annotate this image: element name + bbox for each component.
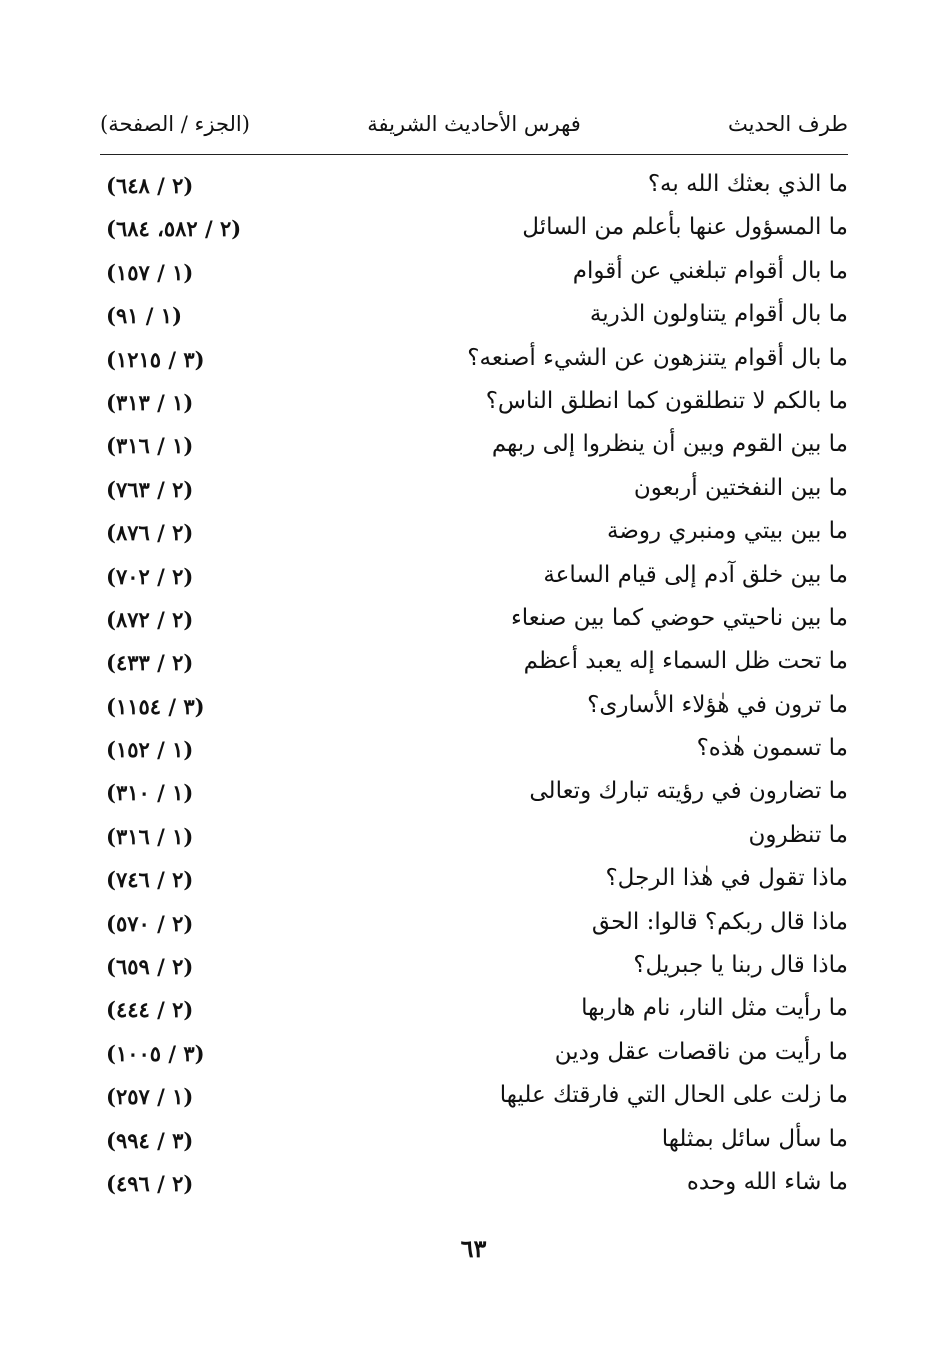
header-title: فهرس الأحاديث الشريفة [367, 112, 581, 136]
index-entry [100, 425, 848, 468]
volume-page-ref: (٣ / ١٢١٥) [106, 346, 205, 372]
volume-page-ref: (٢ / ٨٧٦) [106, 520, 194, 546]
volume-page-ref: (١ / ٣١٦) [106, 433, 194, 459]
hadith-text: ما بين ناحيتي حوضي كما بين صنعاء [510, 604, 848, 631]
index-entry [100, 599, 848, 642]
hadith-text: ما تحت ظل السماء إله يعبد أعظم [523, 648, 848, 675]
volume-page-ref: (٣ / ٩٩٤) [106, 1127, 194, 1153]
hadith-text: ما سأل سائل بمثلها [661, 1125, 848, 1152]
hadith-text: ما الذي بعثك الله به؟ [647, 171, 848, 197]
volume-page-ref: (٢ / ٤٩٦) [106, 1170, 194, 1196]
hadith-text: ما بال أقوام تبلغني عن أقوام [572, 257, 848, 284]
index-entry [100, 165, 848, 208]
index-entry [100, 946, 848, 989]
volume-page-ref: (٢ / ٦٤٨) [106, 173, 194, 198]
volume-page-ref: (١ / ١٥٧) [106, 259, 194, 285]
volume-page-ref: (٢ / ٥٨٢، ٦٨٤) [106, 216, 242, 242]
hadith-text: ما رأيت مثل النار، نام هاربها [581, 995, 848, 1022]
index-entry [100, 1163, 848, 1206]
header-column-volume-page: (الجزء / الصفحة) [100, 112, 250, 136]
volume-page-ref: (٢ / ٧٦٣) [106, 476, 194, 502]
hadith-text: ما تسمون هٰذه؟ [696, 735, 848, 762]
index-entry [100, 1120, 848, 1163]
index-entry [100, 1076, 848, 1119]
index-entry [100, 382, 848, 425]
volume-page-ref: (١ / ٩١) [106, 303, 183, 329]
hadith-text: ما بين القوم وبين أن ينظروا إلى ربهم [491, 431, 848, 458]
volume-page-ref: (٢ / ٦٥٩) [106, 954, 194, 980]
hadith-text: ماذا قال ربكم؟ قالوا: الحق [591, 908, 848, 935]
index-entry [100, 469, 848, 512]
hadith-text: ما بين النفختين أربعون [633, 474, 848, 501]
index-entry [100, 642, 848, 685]
index-entry [100, 556, 848, 599]
hadith-text: ماذا تقول في هٰذا الرجل؟ [605, 865, 848, 892]
index-entry [100, 339, 848, 382]
volume-page-ref: (٣ / ١٠٠٥) [106, 1040, 205, 1066]
hadith-text: ما بين خلق آدم إلى قيام الساعة [543, 561, 848, 588]
volume-page-ref: (١ / ١٥٢) [106, 737, 194, 763]
hadith-text: ما زلت على الحال التي فارقتك عليها [499, 1082, 848, 1109]
volume-page-ref: (٢ / ٨٧٢) [106, 606, 194, 632]
index-entry [100, 512, 848, 555]
page-number: ٦٣ [460, 1234, 487, 1263]
index-entry [100, 989, 848, 1032]
index-entry [100, 686, 848, 729]
index-entry [100, 295, 848, 338]
index-entry [100, 772, 848, 815]
index-entry [100, 816, 848, 859]
index-entry [100, 729, 848, 772]
index-entry [100, 1033, 848, 1076]
index-entry [100, 252, 848, 295]
hadith-text: ما تنظرون [748, 821, 848, 848]
volume-page-ref: (١ / ٢٥٧) [106, 1084, 194, 1110]
page-header [100, 108, 848, 148]
volume-page-ref: (٢ / ٤٣٣) [106, 650, 194, 676]
header-column-hadith: طرف الحديث [727, 112, 848, 136]
volume-page-ref: (١ / ٣١٦) [106, 823, 194, 849]
index-entry [100, 859, 848, 902]
hadith-text: ما بال أقوام يتناولون الذرية [589, 301, 848, 328]
volume-page-ref: (٢ / ٧٤٦) [106, 867, 194, 893]
hadith-text: ما المسؤول عنها بأعلم من السائل [522, 214, 848, 241]
hadith-text: ماذا قال ربنا يا جبريل؟ [633, 952, 848, 979]
hadith-text: ما بال أقوام يتنزهون عن الشيء أصنعه؟ [467, 344, 848, 371]
hadith-text: ما تضارون في رؤيته تبارك وتعالى [529, 778, 848, 805]
hadith-text: ما رأيت من ناقصات عقل ودين [554, 1038, 848, 1065]
index-entry [100, 208, 848, 251]
hadith-text: ما بالكم لا تنطلقون كما انطلق الناس؟ [485, 387, 848, 414]
hadith-text: ما ترون في هٰؤلاء الأسارى؟ [587, 691, 848, 718]
volume-page-ref: (١ / ٣١٠) [106, 780, 194, 806]
index-list [100, 165, 848, 1206]
volume-page-ref: (٢ / ٧٠٢) [106, 563, 194, 589]
hadith-text: ما شاء الله وحده [686, 1168, 848, 1195]
volume-page-ref: (٢ / ٤٤٤) [106, 997, 194, 1023]
header-divider [100, 154, 848, 155]
volume-page-ref: (٢ / ٥٧٠) [106, 910, 194, 936]
volume-page-ref: (١ / ٣١٣) [106, 389, 194, 415]
volume-page-ref: (٣ / ١١٥٤) [106, 693, 205, 719]
index-entry [100, 903, 848, 946]
hadith-text: ما بين بيتي ومنبري روضة [607, 518, 848, 545]
